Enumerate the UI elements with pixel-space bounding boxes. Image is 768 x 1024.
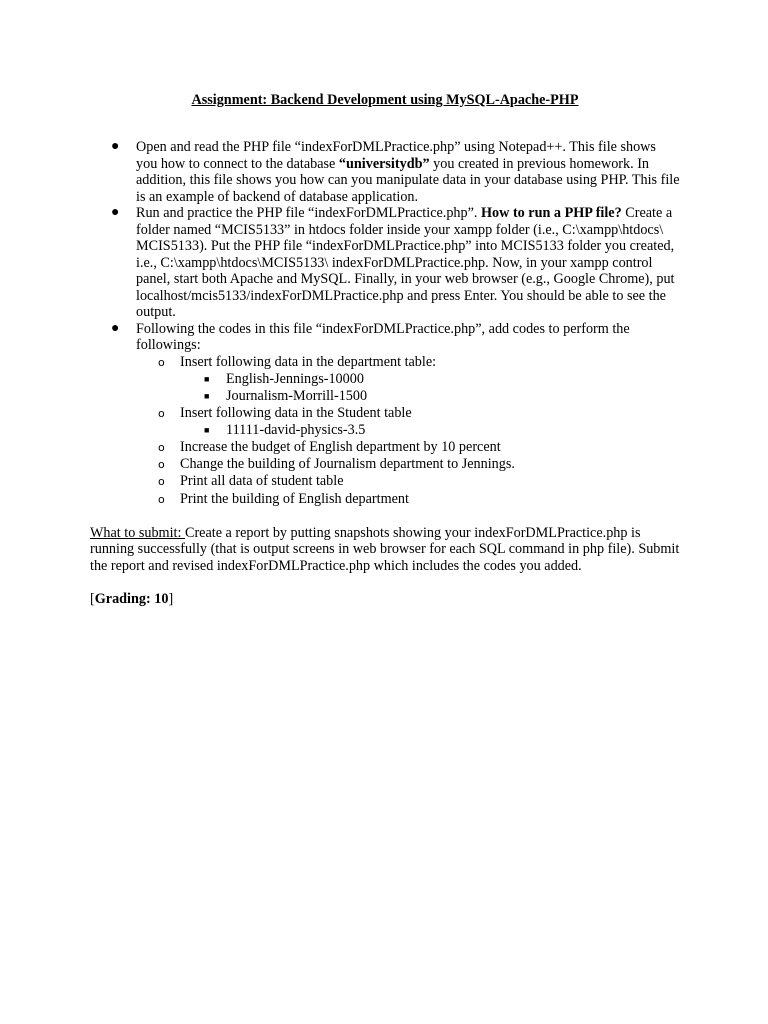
sub-item-text: Print the building of English department — [180, 490, 409, 507]
sub-sub-list-item — [180, 422, 680, 439]
sub-sub-list-item — [180, 371, 680, 388]
sub-item-text: Insert following data in the department table: — [180, 353, 437, 370]
sub-item-text: Insert following data in the Student table — [180, 404, 412, 421]
grading-bracket-open: [ — [90, 591, 95, 608]
sub-list-item — [136, 354, 680, 405]
main-list — [90, 139, 680, 508]
sub-list — [136, 354, 680, 508]
circle-bullet-icon: o — [158, 458, 165, 472]
submit-label: What to submit: — [90, 524, 185, 541]
item-text: Create a folder named “MCIS5133” in htdocs folder inside your xampp folder (i.e., C:\xampp\htdocs\ MCIS5133). Put the PHP file “indexForDMLPractice.php” into MCIS5133 folder you created, i.e., C:\xampp\htdocs\MCIS5133\ indexForDMLPractice.php. Now, in your xampp control panel, start both Apache and MySQL. Finally, in your web browser (e.g., Google Chrome), put localhost/mcis5133/indexForDMLPractice.php and press Enter. You should be able to see the output. — [136, 205, 675, 320]
submit-paragraph — [90, 525, 680, 575]
list-item — [90, 205, 680, 321]
item-text-bold: How to run a PHP file? — [481, 205, 622, 221]
grading-line — [90, 591, 680, 608]
item-text: Following the codes in this file “indexForDMLPractice.php”, add codes to perform the followings: — [136, 320, 630, 353]
grading-bracket-close: ] — [168, 591, 174, 608]
square-bullet-icon: ■ — [204, 424, 210, 435]
item-text-bold: “universitydb” — [338, 155, 430, 172]
sub-sub-list — [180, 371, 680, 405]
circle-bullet-icon: o — [158, 475, 165, 489]
circle-bullet-icon: o — [158, 355, 165, 369]
submit-text: Create a report by putting snapshots showing your indexForDMLPractice.php is running successfully (that is output screens in web browser for each SQL command in php file). Submit the report and revised indexForDMLPractice.php which includes the codes you added. — [90, 524, 680, 574]
sub-sub-list — [180, 422, 680, 439]
sub-sub-item-text: 11111-david-physics-3.5 — [226, 421, 366, 438]
item-text: Run and practice the PHP file “indexForDMLPractice.php”. — [136, 205, 482, 221]
sub-item-text: Increase the budget of English department by 10 percent — [180, 438, 501, 455]
sub-sub-list-item — [180, 388, 680, 405]
sub-item-text: Print all data of student table — [180, 473, 344, 490]
sub-list-item — [136, 491, 680, 508]
item-text: you created in previous homework. In addition, this file shows you how can you manipulate data in your database using PHP. This file is an example of backend of database application. — [136, 155, 680, 205]
sub-list-item — [136, 473, 680, 490]
sub-item-text: Change the building of Journalism department to Jennings. — [180, 456, 515, 473]
square-bullet-icon: ■ — [204, 390, 210, 401]
sub-list-item — [136, 439, 680, 456]
bullet-icon: ● — [111, 139, 120, 154]
document-page — [90, 92, 680, 608]
circle-bullet-icon: o — [158, 440, 165, 454]
sub-sub-item-text: English-Jennings-10000 — [226, 370, 364, 387]
sub-sub-item-text: Journalism-Morrill-1500 — [226, 387, 368, 404]
grading-text: Grading: 10 — [94, 591, 169, 608]
list-item — [90, 321, 680, 508]
square-bullet-icon: ■ — [204, 373, 210, 384]
bullet-icon: ● — [111, 205, 120, 220]
document-title: Assignment: Backend Development using MySQL-Apache-PHP — [191, 92, 579, 108]
sub-list-item — [136, 405, 680, 439]
item-text: Open and read the PHP file “indexForDMLPractice.php” using Notepad++. This file shows you how to connect to the database — [136, 139, 656, 172]
circle-bullet-icon: o — [158, 492, 165, 506]
circle-bullet-icon: o — [158, 406, 165, 420]
list-item — [90, 139, 680, 205]
sub-list-item — [136, 456, 680, 473]
bullet-icon: ● — [111, 320, 120, 336]
